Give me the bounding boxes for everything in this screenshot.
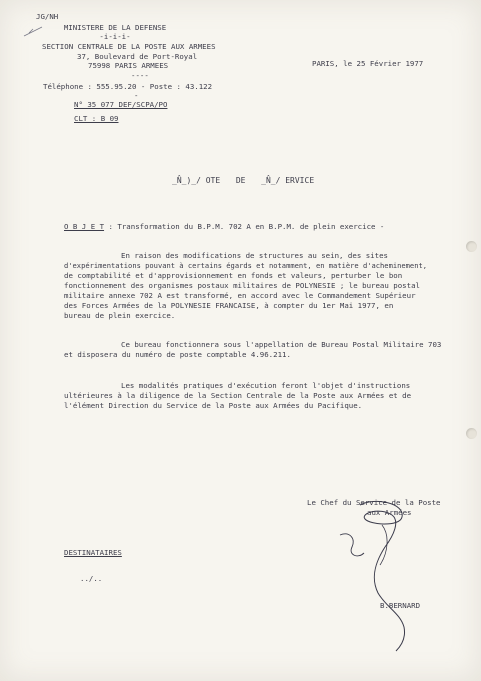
- p1-line: des Forces Armées de la POLYNESIE FRANCAISE, à compter du 1er Mai 1977, en: [64, 301, 394, 310]
- title-mid-fragment: _N̂_/: [261, 176, 281, 185]
- signatory-title-line-1: Le Chef du Service de la Poste: [307, 498, 441, 507]
- ministry-name: MINISTERE DE LA DEFENSE: [63, 23, 167, 32]
- reference-number: N° 35 077 DEF/SCPA/PO: [74, 100, 168, 109]
- address-line-1: 37, Boulevard de Port-Royal: [77, 52, 198, 61]
- address-line-2: 75998 PARIS ARMEES: [88, 61, 169, 70]
- title-word-note: OTE: [205, 176, 221, 185]
- p2-line: et disposera du numéro de poste comptable 4.96.211.: [64, 350, 291, 359]
- header-separator: ----: [131, 71, 149, 80]
- title-left-fragment: _N̂_)_/: [172, 176, 201, 185]
- p1-line: bureau de plein exercice.: [64, 311, 176, 320]
- header-dash: -: [134, 91, 139, 100]
- ministry-ornament: -i-i-i-: [99, 32, 131, 41]
- p1-line: d'expérimentations pouvant à certains égards et notamment, en matière d'acheminement,: [64, 261, 428, 270]
- p1-line: militaire annexe 702 A est transformé, en accord avec le Commandement Supérieur: [64, 291, 416, 300]
- objet-label: O B J E T: [64, 222, 105, 231]
- p1-line: de comptabilité et d'approvisionnement en fonds et valeurs, perturber le bon: [64, 271, 403, 280]
- p1-line: En raison des modifications de structures au sein, des sites: [121, 251, 388, 260]
- punch-hole-bottom: [466, 428, 477, 439]
- p3-line: l'élément Direction du Service de la Poste aux Armées du Pacifique.: [64, 401, 363, 410]
- clt-code: CLT : B 09: [74, 114, 119, 123]
- ref-initials: JG/NH: [36, 12, 59, 21]
- signatory-name: B.BERNARD: [380, 601, 421, 610]
- p3-line: Les modalités pratiques d'exécution feront l'objet d'instructions: [121, 381, 411, 390]
- p3-line: ultérieures à la diligence de la Section Centrale de la Poste aux Armées et de: [64, 391, 412, 400]
- p1-line: fonctionnement des organismes postaux militaires de POLYNESIE ; le bureau postal: [64, 281, 420, 290]
- section-name: SECTION CENTRALE DE LA POSTE AUX ARMEES: [42, 42, 216, 51]
- objet-text: : Transformation du B.P.M. 702 A en B.P.M. de plein exercice -: [108, 222, 385, 231]
- punch-hole-top: [466, 241, 477, 252]
- p2-line: Ce bureau fonctionnera sous l'appellation de Bureau Postal Militaire 703: [121, 340, 442, 349]
- title-word-service: ERVICE: [285, 176, 315, 185]
- objet-line: [64, 222, 384, 231]
- recipients-continued: ../..: [80, 574, 103, 583]
- title-word-de: DE: [235, 176, 246, 185]
- document-title: [172, 176, 314, 185]
- date-line: PARIS, le 25 Février 1977: [312, 59, 424, 68]
- recipients-label: DESTINATAIRES: [64, 548, 122, 557]
- handwritten-signature: [330, 495, 440, 655]
- phone-line: Téléphone : 555.95.20 - Poste : 43.122: [43, 82, 213, 91]
- signatory-title-line-2: aux Armées: [367, 508, 412, 517]
